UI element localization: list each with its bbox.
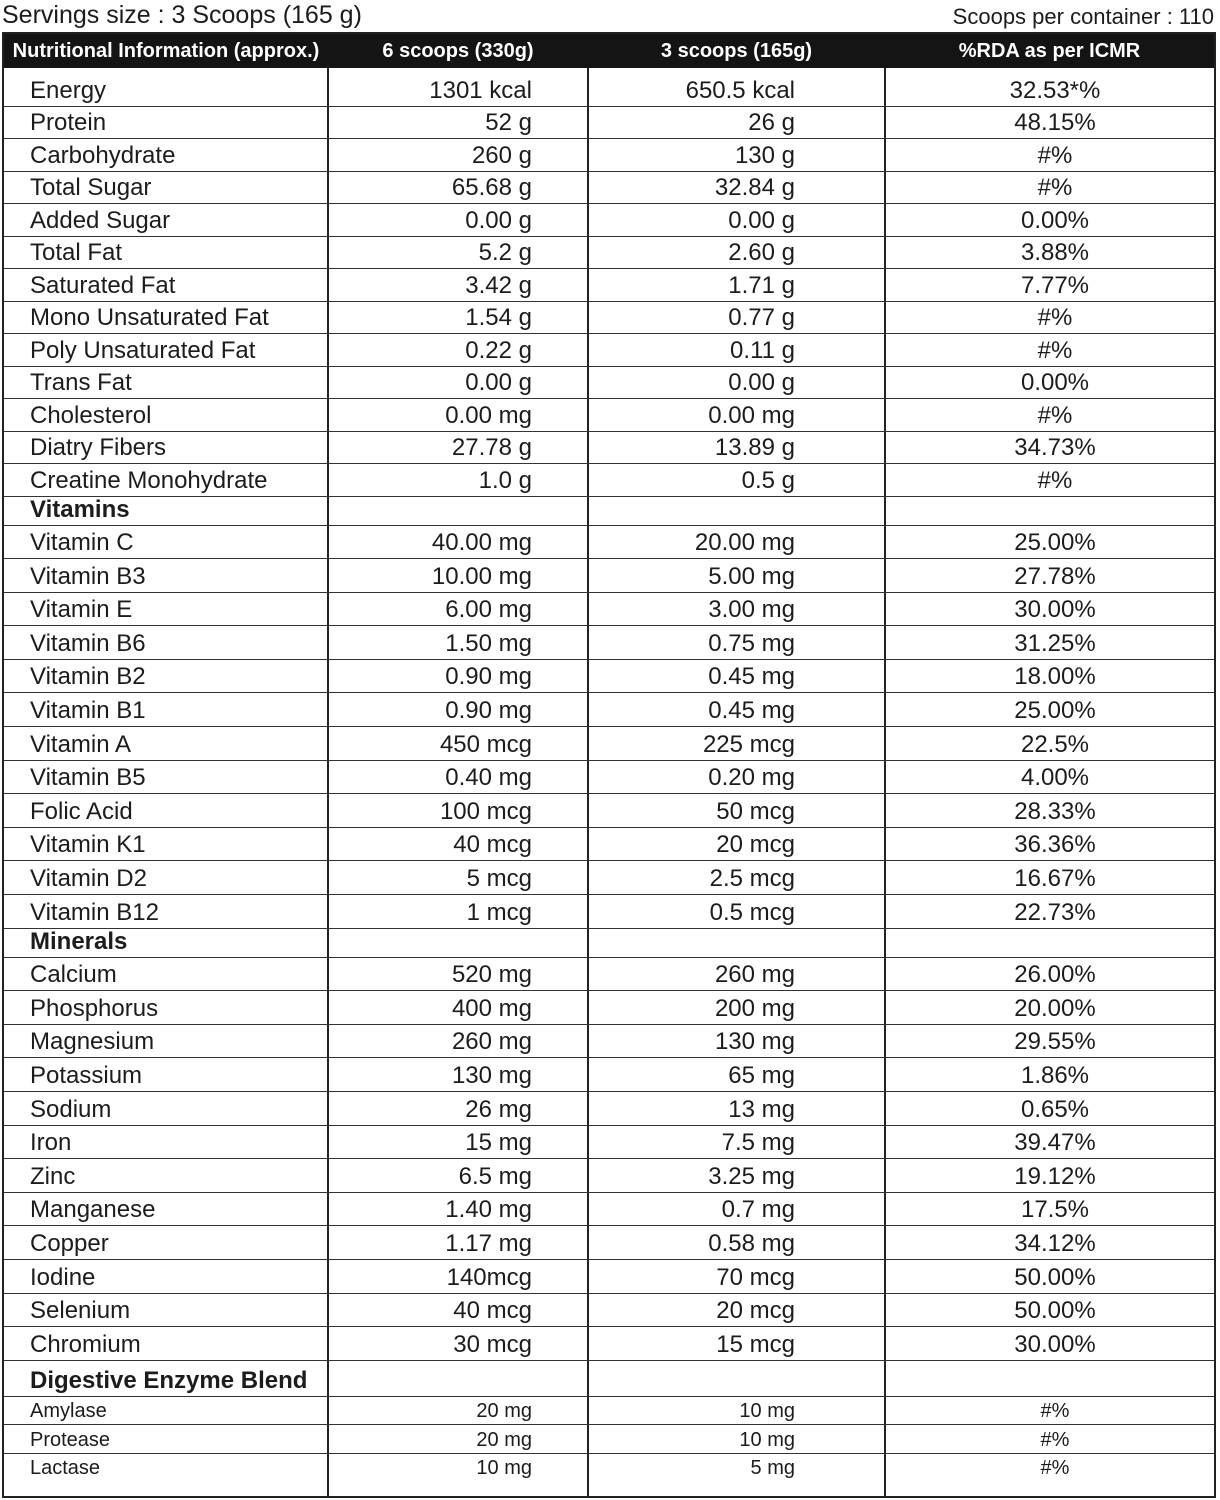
section-header-row	[4, 1360, 1214, 1397]
rda-percent: #%	[1040, 1428, 1070, 1451]
rda-percent: 3.88%	[1020, 239, 1090, 266]
rda-percent: 1.86%	[1020, 1062, 1090, 1090]
rda-percent: #%	[1040, 1400, 1070, 1423]
table-row	[4, 1192, 1214, 1227]
value-6-scoops: 1.40 mg	[445, 1196, 532, 1224]
nutrient-name: Trans Fat	[30, 369, 132, 396]
value-6-scoops: 260 g	[471, 141, 532, 169]
section-header-row	[4, 496, 1214, 526]
rda-percent: 30.00%	[1014, 1330, 1096, 1358]
table-row	[4, 1125, 1214, 1160]
value-6-scoops: 10 mg	[476, 1457, 532, 1480]
rda-percent: #%	[1037, 336, 1073, 364]
table-row	[4, 1024, 1214, 1059]
value-6-scoops: 140mcg	[446, 1263, 532, 1291]
value-3-scoops: 65 mg	[728, 1062, 795, 1090]
rda-percent: 25.00%	[1014, 529, 1096, 557]
value-6-scoops: 100 mcg	[439, 797, 532, 825]
value-3-scoops: 0.77 g	[728, 304, 795, 331]
value-3-scoops: 0.58 mg	[708, 1230, 795, 1258]
section-header-row	[4, 928, 1214, 958]
nutrient-name: Iron	[30, 1129, 72, 1157]
nutrient-name: Amylase	[30, 1400, 107, 1423]
rda-percent: #%	[1037, 466, 1073, 494]
value-6-scoops: 450 mcg	[439, 730, 532, 758]
value-3-scoops: 2.5 mcg	[709, 865, 795, 893]
value-3-scoops: 50 mcg	[716, 797, 795, 825]
value-6-scoops	[330, 1360, 532, 1396]
value-3-scoops	[590, 496, 795, 525]
nutrient-name: Calcium	[30, 961, 117, 989]
value-6-scoops: 1 mcg	[466, 898, 532, 926]
nutrient-name: Vitamin E	[30, 596, 133, 624]
nutrient-name: Minerals	[30, 927, 128, 955]
value-6-scoops: 0.00 mg	[445, 401, 532, 429]
value-6-scoops: 26 mg	[465, 1095, 532, 1123]
nutrient-name: Phosphorus	[30, 994, 159, 1022]
rda-percent: 39.47%	[1014, 1129, 1096, 1157]
value-3-scoops: 1.71 g	[728, 271, 795, 299]
value-3-scoops: 32.84 g	[714, 174, 795, 201]
table-row	[4, 203, 1214, 237]
rda-percent: 17.5%	[1020, 1196, 1090, 1224]
column-header-6-scoops: 6 scoops (330g)	[382, 40, 534, 62]
rda-percent: 32.53*%	[1009, 76, 1101, 104]
table-row	[4, 1424, 1214, 1454]
nutrient-name: Vitamin B5	[30, 764, 146, 792]
value-3-scoops: 13 mg	[728, 1095, 795, 1123]
table-row	[4, 558, 1214, 593]
value-3-scoops: 0.00 mg	[708, 401, 795, 429]
nutrient-name: Lactase	[30, 1457, 101, 1480]
rda-percent: 16.67%	[1014, 865, 1096, 893]
rda-percent: #%	[1037, 141, 1073, 169]
rda-percent: 34.73%	[1014, 434, 1096, 461]
rda-percent: 0.65%	[1020, 1095, 1090, 1123]
table-row	[4, 333, 1214, 367]
table-row	[4, 171, 1214, 205]
rda-percent: 34.12%	[1014, 1230, 1096, 1258]
table-row	[4, 236, 1214, 270]
table-row	[4, 398, 1214, 432]
table-row	[4, 726, 1214, 761]
value-6-scoops: 0.00 g	[465, 369, 532, 396]
nutrient-name: Vitamin B1	[30, 697, 146, 725]
value-6-scoops: 3.42 g	[465, 271, 532, 299]
value-3-scoops	[590, 1360, 795, 1396]
rda-percent: #%	[1037, 304, 1073, 331]
table-row	[4, 301, 1214, 335]
value-6-scoops: 5 mcg	[466, 865, 532, 893]
nutrient-name: Carbohydrate	[30, 141, 176, 169]
rda-percent: 7.77%	[1020, 271, 1090, 299]
nutrient-name: Vitamin D2	[30, 865, 147, 893]
value-6-scoops: 1.50 mg	[445, 629, 532, 657]
value-3-scoops: 0.75 mg	[708, 629, 795, 657]
value-6-scoops: 30 mcg	[453, 1330, 532, 1358]
rda-percent: 25.00%	[1014, 697, 1096, 725]
nutrient-name: Copper	[30, 1230, 109, 1258]
rda-percent: 29.55%	[1014, 1028, 1096, 1056]
nutrient-name: Iodine	[30, 1263, 96, 1291]
value-3-scoops: 130 g	[734, 141, 795, 169]
table-row	[4, 760, 1214, 795]
column-header-rda: %RDA as per ICMR	[958, 40, 1141, 62]
nutrient-name: Vitamin B12	[30, 898, 159, 926]
table-row	[4, 1326, 1214, 1361]
value-3-scoops: 10 mg	[739, 1428, 795, 1451]
value-3-scoops: 0.5 g	[741, 466, 795, 494]
value-6-scoops: 0.90 mg	[445, 697, 532, 725]
value-6-scoops: 5.2 g	[478, 239, 532, 266]
rda-percent: 18.00%	[1014, 663, 1096, 691]
nutrient-name: Sodium	[30, 1095, 112, 1123]
value-6-scoops: 1.54 g	[465, 304, 532, 331]
rda-percent	[887, 928, 1220, 957]
table-row	[4, 1058, 1214, 1093]
nutrient-name: Total Fat	[30, 239, 123, 266]
nutrient-name: Vitamin K1	[30, 831, 146, 859]
nutrient-name: Potassium	[30, 1062, 143, 1090]
value-3-scoops: 0.00 g	[728, 206, 795, 234]
value-3-scoops: 26 g	[748, 109, 795, 136]
nutrient-name: Vitamin B6	[30, 629, 146, 657]
value-3-scoops: 70 mcg	[716, 1263, 795, 1291]
rda-percent: #%	[1040, 1457, 1070, 1480]
value-6-scoops: 0.40 mg	[445, 764, 532, 792]
nutrient-name: Zinc	[30, 1162, 76, 1190]
value-3-scoops: 0.20 mg	[708, 764, 795, 792]
nutrient-name: Diatry Fibers	[30, 434, 167, 461]
value-3-scoops: 20.00 mg	[694, 529, 795, 557]
value-3-scoops: 2.60 g	[728, 239, 795, 266]
rda-percent: 26.00%	[1014, 961, 1096, 989]
value-6-scoops: 40 mcg	[453, 1297, 532, 1325]
table-row	[4, 990, 1214, 1025]
value-3-scoops: 0.00 g	[728, 369, 795, 396]
value-3-scoops: 0.11 g	[730, 336, 795, 364]
rda-percent: 22.5%	[1020, 730, 1090, 758]
value-3-scoops: 0.45 mg	[708, 663, 795, 691]
table-row	[4, 861, 1214, 896]
value-6-scoops: 260 mg	[451, 1028, 532, 1056]
table-row	[4, 693, 1214, 728]
nutrient-name: Digestive Enzyme Blend	[30, 1366, 308, 1394]
nutrient-name: Energy	[30, 76, 107, 104]
nutrient-name: Chromium	[30, 1330, 141, 1358]
value-6-scoops: 1301 kcal	[429, 76, 532, 104]
value-6-scoops: 1.17 mg	[445, 1230, 532, 1258]
table-row	[4, 268, 1214, 302]
rda-percent	[887, 496, 1220, 525]
rda-percent: 50.00%	[1014, 1263, 1096, 1291]
value-6-scoops: 65.68 g	[451, 174, 532, 201]
table-row	[4, 827, 1214, 862]
nutrient-name: Saturated Fat	[30, 271, 176, 299]
nutrient-name: Vitamins	[30, 495, 130, 523]
value-3-scoops: 0.7 mg	[721, 1196, 795, 1224]
value-6-scoops: 27.78 g	[451, 434, 532, 461]
nutrient-name: Protein	[30, 109, 107, 136]
rda-percent: 36.36%	[1014, 831, 1096, 859]
table-row	[4, 525, 1214, 560]
nutrient-name: Poly Unsaturated Fat	[30, 336, 256, 364]
table-row	[4, 1453, 1214, 1482]
value-3-scoops: 10 mg	[739, 1400, 795, 1423]
rda-percent	[887, 1360, 1220, 1396]
table-row	[4, 793, 1214, 828]
scoops-per-container-text: Scoops per container : 110	[952, 4, 1214, 29]
table-row	[4, 138, 1214, 172]
value-3-scoops: 130 mg	[714, 1028, 795, 1056]
table-row	[4, 625, 1214, 660]
table-row	[4, 659, 1214, 694]
value-3-scoops: 3.00 mg	[708, 596, 795, 624]
rda-percent: 28.33%	[1014, 797, 1096, 825]
serving-info-bar	[0, 0, 1220, 34]
value-6-scoops: 400 mg	[451, 994, 532, 1022]
table-row	[4, 1091, 1214, 1126]
value-6-scoops: 0.90 mg	[445, 663, 532, 691]
table-row	[4, 894, 1214, 929]
rda-percent: 0.00%	[1020, 206, 1090, 234]
value-6-scoops: 20 mg	[476, 1428, 532, 1451]
nutrient-name: Mono Unsaturated Fat	[30, 304, 269, 331]
table-row	[4, 957, 1214, 992]
value-6-scoops: 0.22 g	[465, 336, 532, 364]
nutrient-name: Total Sugar	[30, 174, 152, 201]
rda-percent: 30.00%	[1014, 596, 1096, 624]
value-3-scoops: 20 mcg	[716, 831, 795, 859]
value-6-scoops	[330, 496, 532, 525]
value-3-scoops: 200 mg	[714, 994, 795, 1022]
value-3-scoops: 13.89 g	[714, 434, 795, 461]
rda-percent: 4.00%	[1020, 764, 1090, 792]
nutrient-name: Manganese	[30, 1196, 156, 1224]
value-3-scoops: 225 mcg	[702, 730, 795, 758]
rda-percent: #%	[1037, 174, 1073, 201]
column-header-nutrient: Nutritional Information (approx.)	[12, 40, 320, 62]
nutrient-name: Protease	[30, 1428, 111, 1451]
table-row	[4, 431, 1214, 465]
value-6-scoops: 520 mg	[451, 961, 532, 989]
nutrient-name: Creatine Monohydrate	[30, 466, 268, 494]
value-6-scoops: 10.00 mg	[431, 562, 532, 590]
value-6-scoops: 15 mg	[465, 1129, 532, 1157]
value-3-scoops: 260 mg	[714, 961, 795, 989]
nutrient-name: Vitamin C	[30, 529, 134, 557]
nutrient-name: Folic Acid	[30, 797, 133, 825]
nutrient-name: Magnesium	[30, 1028, 155, 1056]
nutrient-name: Cholesterol	[30, 401, 152, 429]
nutrition-table	[2, 32, 1216, 1498]
value-6-scoops: 1.0 g	[478, 466, 532, 494]
table-row	[4, 1259, 1214, 1294]
rda-percent: 22.73%	[1014, 898, 1096, 926]
table-row	[4, 1226, 1214, 1261]
value-6-scoops: 40.00 mg	[431, 529, 532, 557]
rda-percent: 48.15%	[1014, 109, 1096, 136]
value-3-scoops: 0.5 mcg	[709, 898, 795, 926]
value-3-scoops: 650.5 kcal	[685, 76, 795, 104]
table-row	[4, 1158, 1214, 1193]
value-3-scoops: 3.25 mg	[708, 1162, 795, 1190]
nutrient-name: Vitamin B2	[30, 663, 146, 691]
rda-percent: 19.12%	[1014, 1162, 1096, 1190]
table-row	[4, 463, 1214, 497]
nutrient-name: Added Sugar	[30, 206, 171, 234]
nutrient-name: Vitamin B3	[30, 562, 146, 590]
table-row	[4, 1396, 1214, 1426]
rda-percent: 31.25%	[1014, 629, 1096, 657]
nutrient-name: Selenium	[30, 1297, 131, 1325]
value-6-scoops	[330, 928, 532, 957]
value-6-scoops: 6.5 mg	[458, 1162, 532, 1190]
value-6-scoops: 52 g	[485, 109, 532, 136]
value-6-scoops: 0.00 g	[465, 206, 532, 234]
table-row	[4, 1293, 1214, 1328]
table-row	[4, 592, 1214, 627]
value-3-scoops: 0.45 mg	[708, 697, 795, 725]
value-3-scoops	[590, 928, 795, 957]
rda-percent: 27.78%	[1014, 562, 1096, 590]
nutrient-name: Vitamin A	[30, 730, 131, 758]
rda-percent: #%	[1037, 401, 1073, 429]
table-row	[4, 73, 1214, 107]
column-header-3-scoops: 3 scoops (165g)	[660, 40, 813, 62]
rda-percent: 50.00%	[1014, 1297, 1096, 1325]
value-3-scoops: 7.5 mg	[721, 1129, 795, 1157]
table-header	[4, 34, 1214, 68]
rda-percent: 20.00%	[1014, 994, 1096, 1022]
rda-percent: 0.00%	[1020, 369, 1090, 396]
value-6-scoops: 40 mcg	[453, 831, 532, 859]
table-row	[4, 106, 1214, 140]
value-6-scoops: 6.00 mg	[445, 596, 532, 624]
value-6-scoops: 130 mg	[451, 1062, 532, 1090]
value-6-scoops: 20 mg	[476, 1400, 532, 1423]
value-3-scoops: 15 mcg	[716, 1330, 795, 1358]
table-row	[4, 366, 1214, 400]
value-3-scoops: 20 mcg	[716, 1297, 795, 1325]
value-3-scoops: 5 mg	[750, 1457, 795, 1480]
value-3-scoops: 5.00 mg	[708, 562, 795, 590]
serving-size-text: Servings size : 3 Scoops (165 g)	[2, 1, 362, 29]
